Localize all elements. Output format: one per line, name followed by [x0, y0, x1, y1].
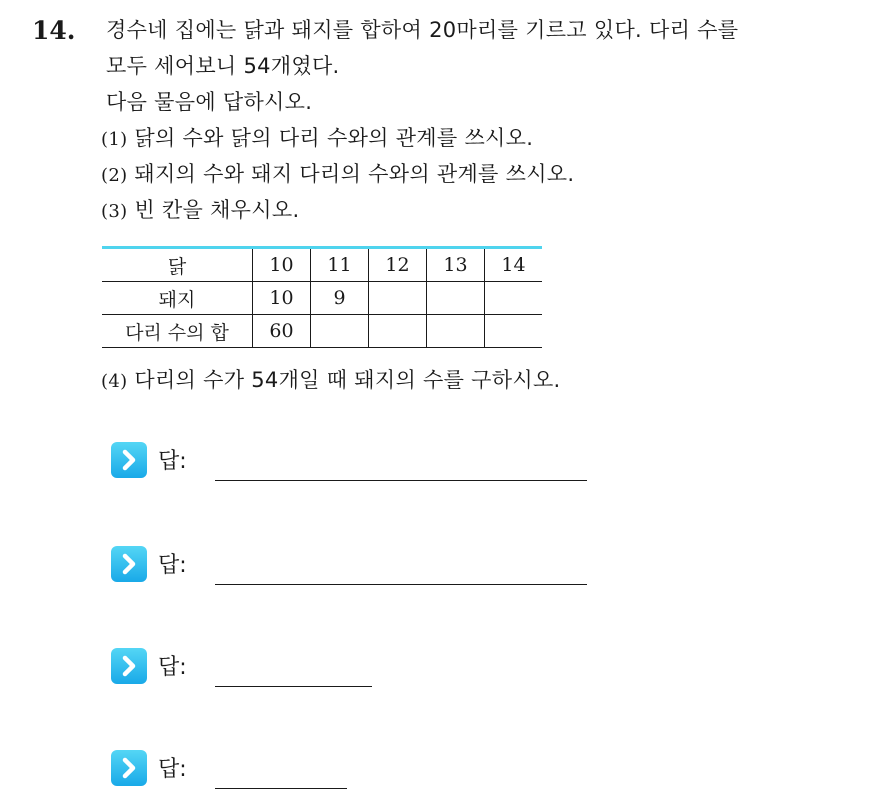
answer-blank[interactable] [215, 686, 372, 687]
subquestion-text: 다리의 수가 54개일 때 돼지의 수를 구하시오. [134, 368, 561, 392]
subquestion-marker: (1) [101, 129, 128, 150]
table-cell-blank[interactable] [427, 315, 485, 348]
table-cell: 10 [253, 248, 311, 282]
subquestion-2 [101, 158, 574, 188]
table-cell-blank[interactable] [369, 282, 427, 315]
subquestion-4 [101, 364, 561, 394]
answer-label: 답: [158, 449, 187, 474]
question-number: 14. [32, 16, 76, 45]
answer-label: 답: [158, 655, 187, 680]
table-cell-blank[interactable] [485, 282, 543, 315]
question-intro-line-1: 경수네 집에는 닭과 돼지를 합하여 20마리를 기르고 있다. 다리 수를 [106, 18, 739, 42]
table-row-chicken [102, 248, 542, 282]
question-intro-line-2: 모두 세어보니 54개였다. [106, 54, 340, 78]
table-cell: 11 [311, 248, 369, 282]
answer-blank[interactable] [215, 788, 347, 789]
table-row-leg-total [102, 315, 542, 348]
table-cell-blank[interactable] [369, 315, 427, 348]
row-label: 닭 [102, 248, 253, 282]
table-cell-blank[interactable] [427, 282, 485, 315]
answer-blank[interactable] [215, 584, 587, 585]
chevron-right-icon [111, 442, 147, 478]
row-label: 돼지 [102, 282, 253, 315]
table-cell: 60 [253, 315, 311, 348]
subquestion-text: 돼지의 수와 돼지 다리의 수와의 관계를 쓰시오. [134, 162, 575, 186]
table-row-pig [102, 282, 542, 315]
answer-label: 답: [158, 757, 187, 782]
table-cell: 13 [427, 248, 485, 282]
chevron-right-icon [111, 546, 147, 582]
table-cell: 10 [253, 282, 311, 315]
subquestion-marker: (3) [101, 201, 128, 222]
answer-label: 답: [158, 553, 187, 578]
table-cell-blank[interactable] [311, 315, 369, 348]
subquestion-text: 닭의 수와 닭의 다리 수와의 관계를 쓰시오. [134, 126, 534, 150]
chevron-right-icon [111, 648, 147, 684]
answer-blank[interactable] [215, 480, 587, 481]
question-instruction: 다음 물음에 답하시오. [106, 90, 313, 114]
subquestion-3 [101, 194, 299, 224]
chevron-right-icon [111, 750, 147, 786]
table-cell-blank[interactable] [485, 315, 543, 348]
subquestion-1 [101, 122, 533, 152]
table-cell: 14 [485, 248, 543, 282]
subquestion-marker: (2) [101, 165, 128, 186]
table-cell: 12 [369, 248, 427, 282]
table-cell: 9 [311, 282, 369, 315]
subquestion-text: 빈 칸을 채우시오. [134, 198, 300, 222]
subquestion-marker: (4) [101, 371, 128, 392]
fill-in-table [102, 246, 542, 348]
row-label: 다리 수의 합 [102, 315, 253, 348]
